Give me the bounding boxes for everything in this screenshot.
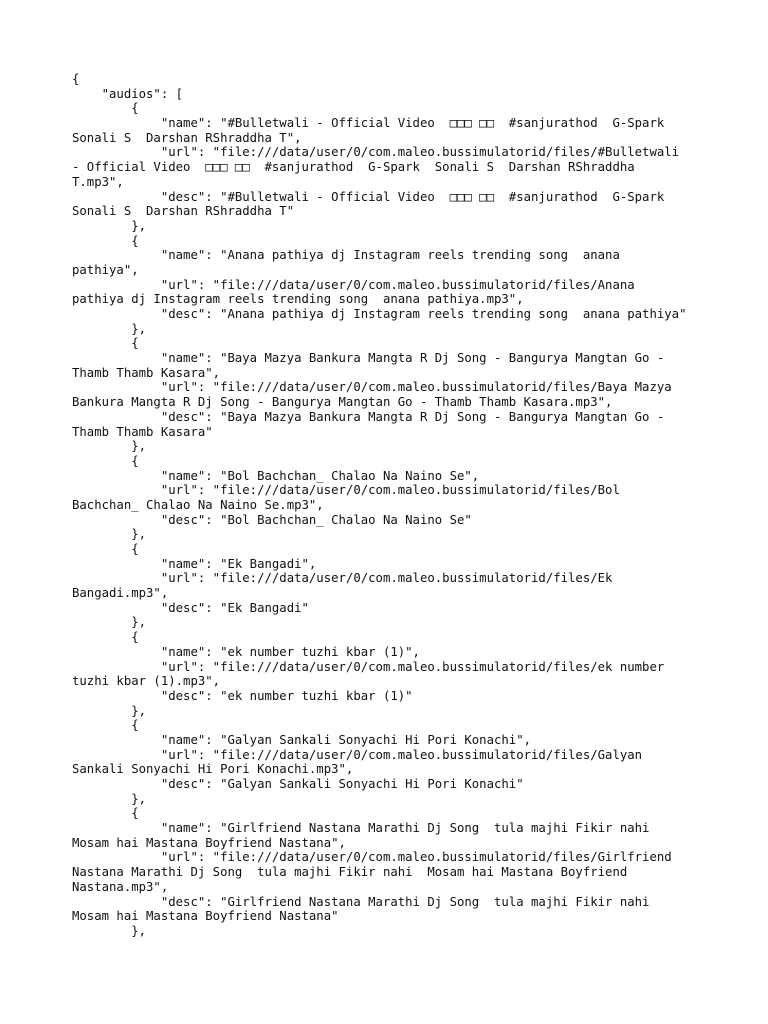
document-line: "desc": "Anana pathiya dj Instagram reels trending song anana pathiya" [72, 307, 687, 321]
document-line: "url": "file:///data/user/0/com.maleo.bussimulatorid/files/Baya Mazya [72, 380, 672, 395]
document-line: Bankura Mangta R Dj Song - Bangurya Mangtan Go - Thamb Thamb Kasara.mp3", [72, 395, 613, 410]
document-line: }, [72, 923, 147, 938]
document-line: "name": "Ek Bangadi", [72, 556, 317, 571]
document-line: "desc": "Bol Bachchan_ Chalao Na Naino Se" [72, 512, 472, 527]
document-line: { [72, 542, 139, 556]
document-line: "name": "#Bulletwali - Official Video □□□ □□ #sanjurathod G-Spark [72, 116, 665, 131]
document-line: Thamb Thamb Kasara", [72, 365, 221, 380]
document-line: "name": "Bol Bachchan_ Chalao Na Naino Se", [72, 468, 480, 483]
document-line: { [72, 72, 80, 86]
document-line: { [72, 336, 139, 351]
document-line: { [72, 453, 139, 468]
document-line: }, [72, 321, 147, 336]
document-line: "url": "file:///data/user/0/com.maleo.bussimulatorid/files/Galyan [72, 747, 643, 762]
document-line: "url": "file:///data/user/0/com.maleo.bussimulatorid/files/Anana [72, 277, 635, 292]
document-line: { [72, 630, 139, 645]
document-line: "desc": "Baya Mazya Bankura Mangta R Dj Song - Bangurya Mangtan Go - [72, 409, 665, 424]
document-line: "desc": "#Bulletwali - Official Video □□□ □□ #sanjurathod G-Spark [72, 189, 665, 204]
document-line: "desc": "ek number tuzhi kbar (1)" [72, 688, 413, 703]
document-line: Nastana.mp3", [72, 879, 169, 894]
document-line: Thamb Thamb Kasara" [72, 424, 213, 439]
document-line: "desc": "Ek Bangadi" [72, 600, 309, 615]
document-line: "name": "Anana pathiya dj Instagram reels trending song anana [72, 248, 620, 263]
document-line: Mosam hai Mastana Boyfriend Nastana" [72, 909, 339, 924]
document-line: Mosam hai Mastana Boyfriend Nastana", [72, 835, 346, 850]
document-line: "audios": [ [72, 86, 184, 101]
document-line: "url": "file:///data/user/0/com.maleo.bussimulatorid/files/ek number [72, 659, 665, 674]
document-line: }, [72, 439, 147, 454]
document-line: { [72, 101, 139, 116]
document-line: "name": "ek number tuzhi kbar (1)", [72, 644, 420, 659]
document-line: - Official Video □□□ □□ #sanjurathod G-Spark Sonali S Darshan RShraddha [72, 160, 635, 175]
document-line: Bangadi.mp3", [72, 586, 169, 601]
document-line: "name": "Girlfriend Nastana Marathi Dj Song tula majhi Fikir nahi [72, 821, 650, 836]
document-line: "url": "file:///data/user/0/com.maleo.bussimulatorid/files/Girlfriend [72, 850, 672, 865]
document-line: "url": "file:///data/user/0/com.maleo.bussimulatorid/files/Bol [72, 483, 620, 498]
document-line: Bachchan_ Chalao Na Naino Se.mp3", [72, 497, 324, 512]
document-line: pathiya dj Instagram reels trending song anana pathiya.mp3", [72, 292, 524, 307]
document-line: "url": "file:///data/user/0/com.maleo.bussimulatorid/files/#Bulletwali [72, 145, 680, 160]
document-line: "desc": "Galyan Sankali Sonyachi Hi Pori Konachi" [72, 777, 524, 791]
document-line: Sonali S Darshan RShraddha T" [72, 204, 295, 219]
document-line: tuzhi kbar (1).mp3", [72, 674, 221, 689]
document-line: }, [72, 703, 147, 718]
document-line: }, [72, 791, 147, 806]
document-line: { [72, 718, 139, 733]
document-line: T.mp3", [72, 174, 124, 189]
document-line: }, [72, 218, 147, 233]
document-line: Sonali S Darshan RShraddha T", [72, 130, 302, 145]
document-line: }, [72, 615, 147, 630]
document-line: Sankali Sonyachi Hi Pori Konachi.mp3", [72, 762, 354, 777]
document-line: { [72, 806, 139, 821]
document-page [72, 72, 712, 939]
document-line: }, [72, 527, 147, 542]
document-line: "desc": "Girlfriend Nastana Marathi Dj Song tula majhi Fikir nahi [72, 894, 650, 909]
document-line: { [72, 233, 139, 248]
document-line: pathiya", [72, 262, 139, 277]
document-line: Nastana Marathi Dj Song tula majhi Fikir nahi Mosam hai Mastana Boyfriend [72, 865, 628, 880]
document-line: "name": "Galyan Sankali Sonyachi Hi Pori Konachi", [72, 732, 532, 747]
document-line: "name": "Baya Mazya Bankura Mangta R Dj Song - Bangurya Mangtan Go - [72, 351, 665, 366]
document-line: "url": "file:///data/user/0/com.maleo.bussimulatorid/files/Ek [72, 571, 613, 586]
